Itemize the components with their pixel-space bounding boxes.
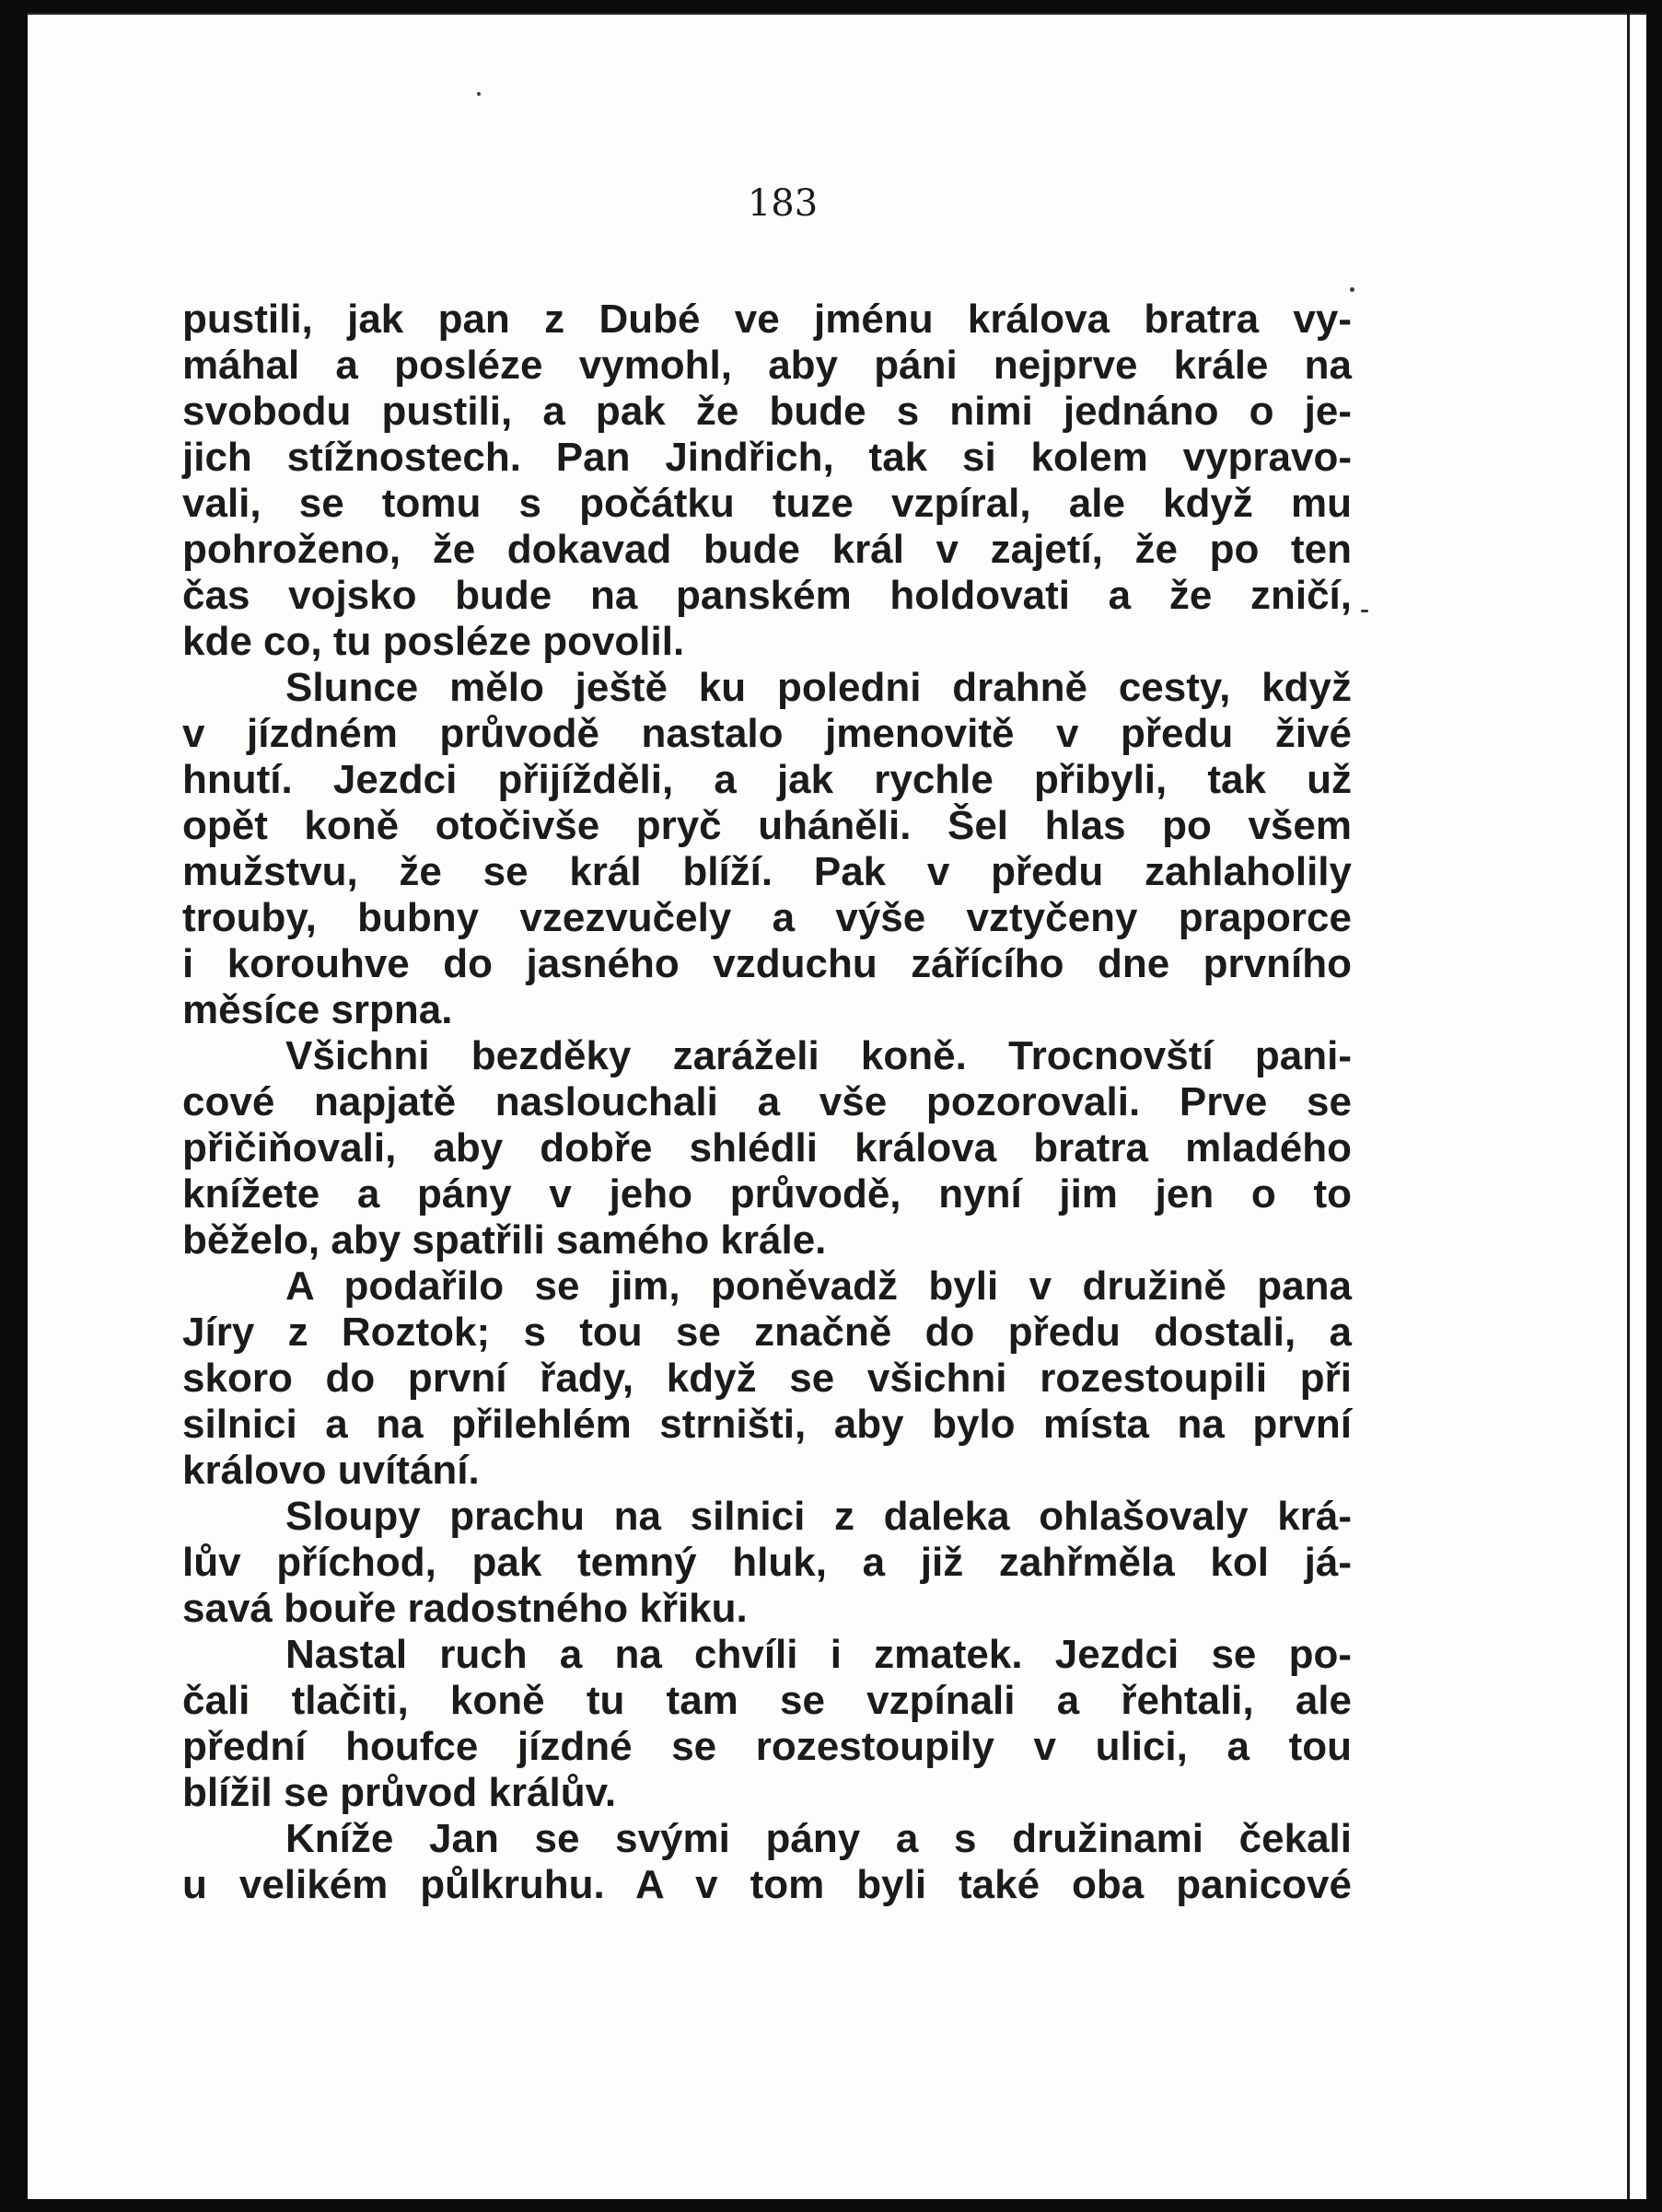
text-line: běželo, aby spatřili samého krále. bbox=[182, 1217, 827, 1263]
text-line: Slunce mělo ještě ku poledni drahně cesty, když bbox=[285, 665, 1352, 710]
text-line: čali tlačiti, koně tu tam se vzpínali a řehtali, ale bbox=[182, 1678, 1352, 1723]
text-line: vali, se tomu s počátku tuze vzpíral, ale když mu bbox=[182, 481, 1352, 526]
text-line: opět koně otočivše pryč uháněli. Šel hlas po všem bbox=[182, 803, 1352, 848]
text-line: jich stížnostech. Pan Jindřich, tak si kolem vypravo- bbox=[182, 435, 1352, 480]
page-number: 183 bbox=[747, 182, 819, 225]
text-line: knížete a pány v jeho průvodě, nyní jim jen o to bbox=[182, 1171, 1352, 1217]
dust-speck bbox=[1350, 287, 1354, 292]
text-line: Kníže Jan se svými pány a s družinami čekali bbox=[285, 1816, 1352, 1861]
text-line: svobodu pustili, a pak že bude s nimi jednáno o je- bbox=[182, 389, 1352, 434]
text-line: přičiňovali, aby dobře shlédli králova bratra mladého bbox=[182, 1125, 1352, 1170]
text-line: hnutí. Jezdci přijížděli, a jak rychle přibyli, tak už bbox=[182, 757, 1352, 802]
text-line: mužstvu, že se král blíží. Pak v předu zahlaholily bbox=[182, 849, 1352, 894]
text-line: Jíry z Roztok; s tou se značně do předu dostali, a bbox=[182, 1310, 1352, 1355]
right-edge-rule bbox=[1627, 13, 1630, 2199]
dust-speck bbox=[1361, 610, 1368, 612]
text-line: měsíce srpna. bbox=[182, 987, 453, 1032]
text-line: lův příchod, pak temný hluk, a již zahřměla kol já- bbox=[182, 1540, 1352, 1585]
text-line: pohroženo, že dokavad bude král v zajetí, že po ten bbox=[182, 527, 1352, 572]
text-line: i korouhve do jasného vzduchu zářícího dne prvního bbox=[182, 941, 1352, 986]
text-line: kde co, tu posléze povolil. bbox=[182, 619, 685, 664]
text-line: silnici a na přilehlém strništi, aby bylo místa na první bbox=[182, 1402, 1352, 1447]
dust-speck bbox=[477, 92, 481, 96]
text-line: A podařilo se jim, poněvadž byli v družině pana bbox=[285, 1263, 1352, 1309]
top-edge-rule bbox=[28, 13, 1646, 15]
text-line: skoro do první řady, když se všichni rozestoupili při bbox=[182, 1356, 1352, 1401]
body-text bbox=[182, 297, 1352, 1908]
text-line: pustili, jak pan z Dubé ve jménu králova bratra vy- bbox=[182, 297, 1352, 342]
text-line: přední houfce jízdné se rozestoupily v ulici, a tou bbox=[182, 1724, 1352, 1769]
text-line: blížil se průvod králův. bbox=[182, 1770, 617, 1815]
text-line: v jízdném průvodě nastalo jmenovitě v předu živé bbox=[182, 711, 1352, 756]
text-line: u velikém půlkruhu. A v tom byli také oba panicové bbox=[182, 1862, 1352, 1907]
text-line: čas vojsko bude na panském holdovati a že zničí, bbox=[182, 573, 1352, 618]
text-line: Všichni bezděky zaráželi koně. Trocnovští pani- bbox=[285, 1033, 1352, 1078]
text-line: cové napjatě naslouchali a vše pozorovali. Prve se bbox=[182, 1079, 1352, 1124]
text-line: Sloupy prachu na silnici z daleka ohlašovaly krá- bbox=[285, 1494, 1352, 1539]
text-line: savá bouře radostného křiku. bbox=[182, 1586, 748, 1631]
text-line: máhal a posléze vymohl, aby páni nejprve krále na bbox=[182, 343, 1352, 388]
text-line: královo uvítání. bbox=[182, 1448, 480, 1493]
text-line: trouby, bubny vzezvučely a výše vztyčeny praporce bbox=[182, 895, 1352, 940]
text-line: Nastal ruch a na chvíli i zmatek. Jezdci se po- bbox=[285, 1632, 1352, 1677]
